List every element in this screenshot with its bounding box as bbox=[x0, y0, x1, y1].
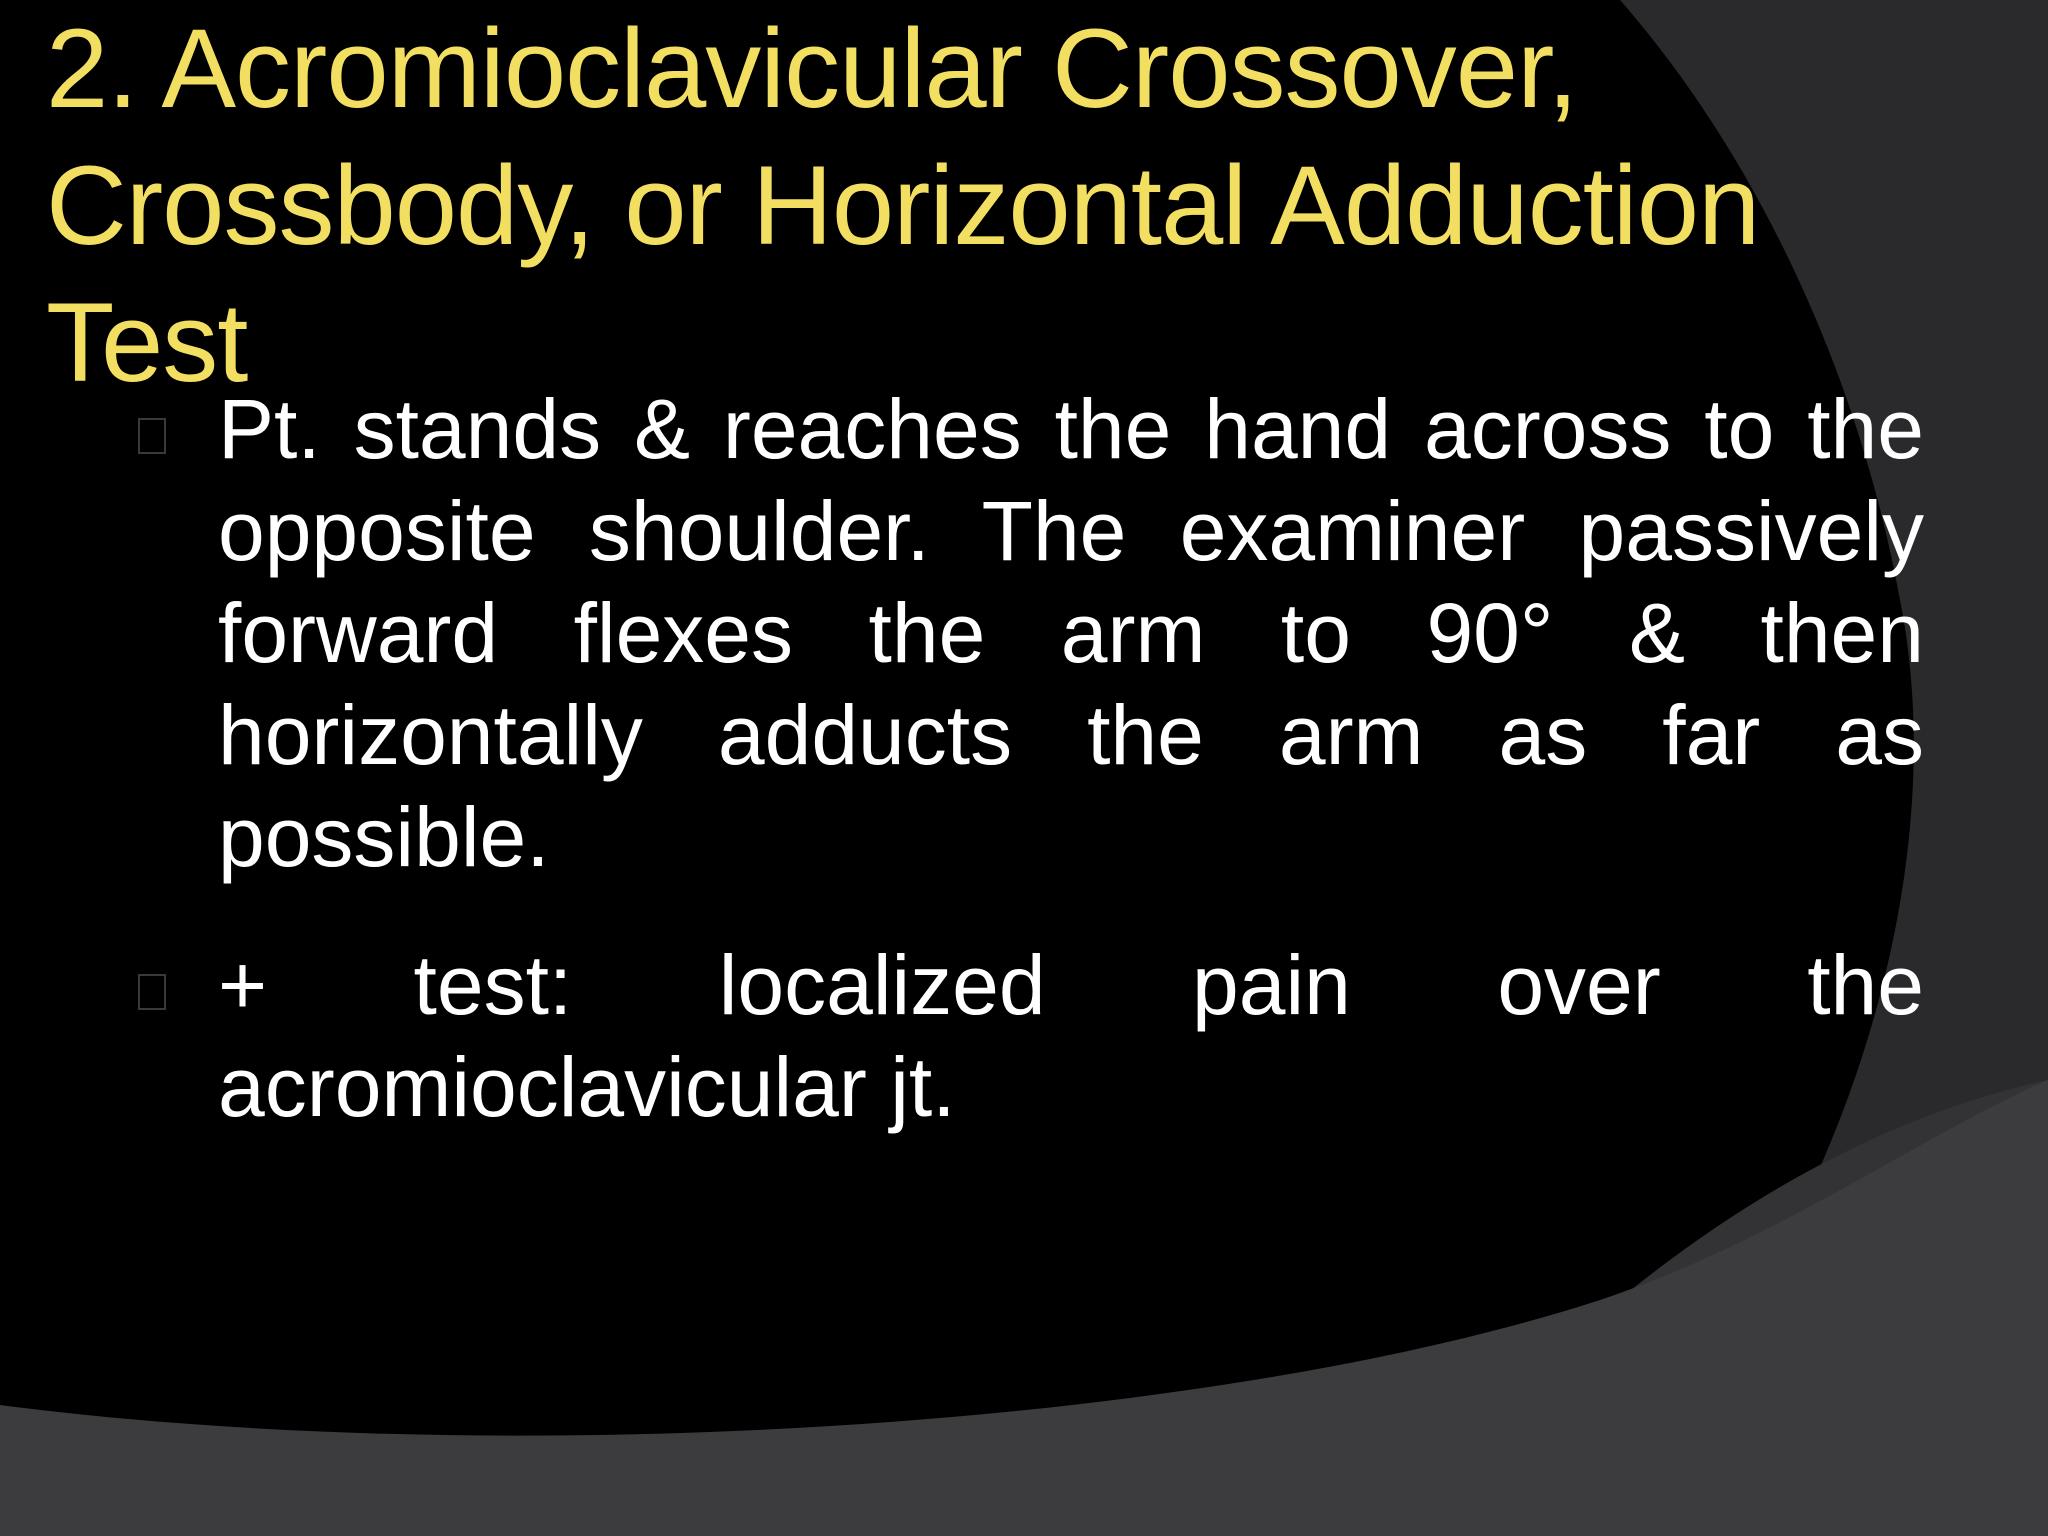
bullet-item bbox=[138, 378, 1924, 888]
square-bullet-icon bbox=[138, 418, 166, 454]
slide-title: 2. Acromioclavicular Crossover, Crossbody, or Horizontal Adduction Test bbox=[46, 6, 1760, 405]
bullet-item bbox=[138, 934, 1924, 1138]
square-bullet-icon bbox=[138, 974, 166, 1010]
bullet-text: Pt. stands & reaches the hand across to the opposite shoulder. The examiner passively forward flexes the arm to 90° & then horizontally adducts the arm as far as possible. bbox=[218, 382, 1924, 884]
bullet-list bbox=[138, 378, 1924, 1184]
bullet-text: + test: localized pain over the acromioclavicular jt. bbox=[218, 938, 1924, 1134]
